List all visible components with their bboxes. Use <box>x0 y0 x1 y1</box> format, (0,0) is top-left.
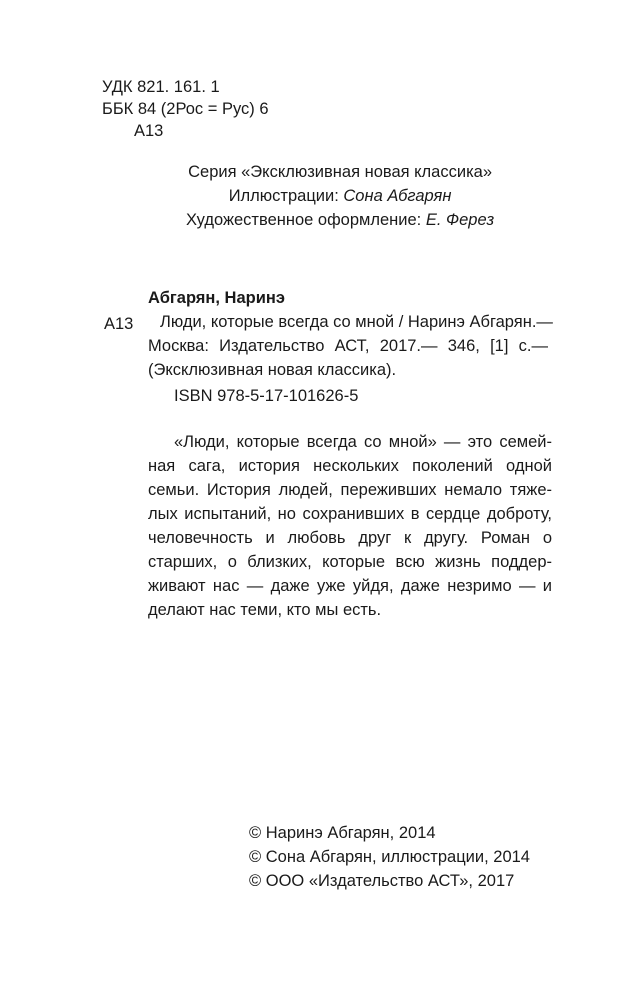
bibliographic-description <box>148 310 553 382</box>
annotation-line: «Люди, которые всегда со мной» — это семей- <box>174 433 552 451</box>
annotation-line: живают нас — даже уже уйдя, даже незримо — и <box>148 577 552 595</box>
udk-code: УДК 821. 161. 1 <box>102 78 220 96</box>
bibliography-line: Москва: Издательство АСТ, 2017.— 346, [1] с.— <box>148 337 548 355</box>
annotation-line: лых испытаний, но сохранивших в сердце доброту, <box>148 505 552 523</box>
annotation-line: старших, о близких, которые всю жизнь поддер- <box>148 553 552 571</box>
annotation-line: семьи. История людей, переживших немало тяже- <box>148 481 552 499</box>
annotation-line: ная сага, история нескольких поколений одной <box>148 457 552 475</box>
design-line <box>186 208 494 232</box>
copyright-line: © ООО «Издательство АСТ», 2017 <box>249 872 515 890</box>
bbk-code: ББК 84 (2Рос = Рус) 6 <box>102 100 269 118</box>
copyright-line: © Наринэ Абгарян, 2014 <box>249 824 436 842</box>
annotation-line: человечность и любовь друг к другу. Роман о <box>148 529 552 547</box>
author-mark: А13 <box>134 122 164 140</box>
design-name: Е. Ферез <box>425 211 495 229</box>
series-line: Серия «Эксклюзивная новая классика» <box>188 163 493 181</box>
illustrations-line <box>186 184 494 208</box>
copyright-block <box>249 821 530 893</box>
copyright-line: © Сона Абгарян, иллюстрации, 2014 <box>249 848 530 866</box>
bibliography-line: Люди, которые всегда со мной / Наринэ Абгарян.— <box>160 313 553 331</box>
design-label: Художественное оформление: <box>186 211 426 229</box>
illustrations-label: Иллюстрации: <box>228 187 344 205</box>
classification-codes <box>102 76 269 142</box>
bibliography-line: (Эксклюзивная новая классика). <box>148 361 397 379</box>
bibliography-author-mark: А13 <box>104 315 134 333</box>
annotation-paragraph <box>148 430 552 622</box>
author-heading: Абгарян, Наринэ <box>148 289 285 307</box>
illustrations-name: Сона Абгарян <box>343 187 452 205</box>
annotation-line: делают нас теми, кто мы есть. <box>148 601 382 619</box>
series-info <box>186 160 494 232</box>
isbn: ISBN 978-5-17-101626-5 <box>174 387 359 405</box>
